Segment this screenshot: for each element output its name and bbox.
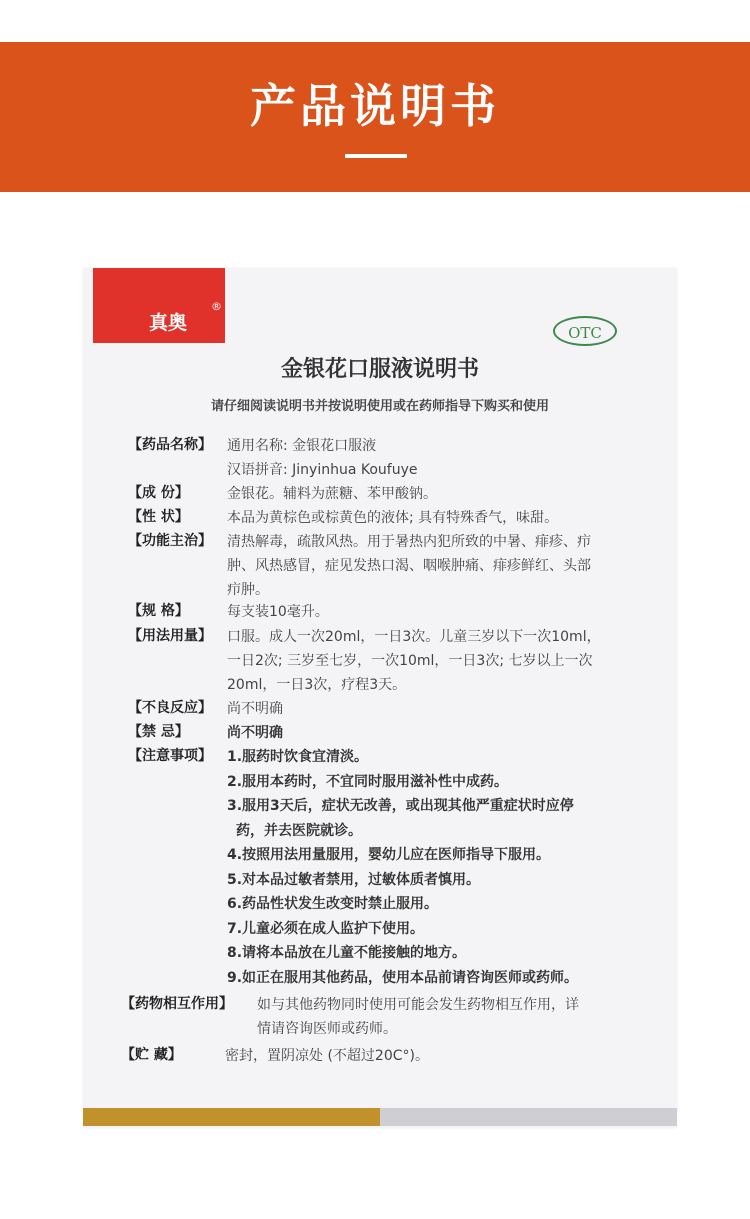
precaution-item: 9.如正在服用其他药品，使用本品前请咨询医师或药师。 xyxy=(227,969,579,986)
value-line: 情请咨询医师或药师。 xyxy=(257,1021,397,1037)
field-label: 【注意事项】 xyxy=(128,748,212,764)
precaution-item: 3.服用3天后，症状无改善，或出现其他严重症状时应停 xyxy=(227,798,574,814)
value-line: 通用名称: 金银花口服液 xyxy=(227,438,377,454)
field-label: 【规 格】 xyxy=(128,603,189,619)
field-contraindication xyxy=(128,721,648,747)
field-interaction xyxy=(121,993,661,1043)
field-value xyxy=(227,625,601,697)
brand-logo-block xyxy=(93,268,225,343)
field-storage xyxy=(121,1044,641,1070)
bottom-stripe-gold xyxy=(83,1108,380,1126)
document-subtitle: 请仔细阅读说明书并按说明使用或在药师指导下购买和使用 xyxy=(210,399,549,414)
field-value: 密封，置阴凉处 (不超过20C°)。 xyxy=(225,1048,429,1064)
field-label: 【贮 藏】 xyxy=(121,1047,182,1063)
field-precautions xyxy=(128,745,648,995)
field-label: 【性 状】 xyxy=(128,509,189,525)
field-value: 金银花。辅料为蔗糖、苯甲酸钠。 xyxy=(227,486,437,502)
precaution-list xyxy=(227,745,578,990)
brand-name: 真奥 xyxy=(149,312,188,334)
value-line: 口服。成人一次20ml，一日3次。儿童三岁以下一次10ml， xyxy=(227,629,601,645)
precaution-item: 2.服用本药时，不宜同时服用滋补性中成药。 xyxy=(227,773,509,790)
precaution-item: 8.请将本品放在儿童不能接触的地方。 xyxy=(227,945,467,961)
registered-mark: ® xyxy=(211,300,222,313)
field-value: 尚不明确 xyxy=(227,701,283,717)
instruction-sheet xyxy=(83,268,677,1128)
banner-title: 产品说明书 xyxy=(250,79,500,133)
value-line: 疖肿。 xyxy=(227,582,269,598)
field-usage xyxy=(128,625,648,699)
value-line: 汉语拼音: Jinyinhua Koufuye xyxy=(227,462,418,478)
field-label: 【功能主治】 xyxy=(128,533,212,549)
field-drug-name xyxy=(128,434,648,484)
banner-underline xyxy=(345,154,407,158)
field-label: 【药物相互作用】 xyxy=(121,996,233,1012)
field-value: 每支装10毫升。 xyxy=(227,604,329,620)
field-function xyxy=(128,530,648,604)
field-label: 【用法用量】 xyxy=(128,628,212,644)
value-line: 20ml，一日3次，疗程3天。 xyxy=(227,677,407,693)
field-value xyxy=(257,993,579,1041)
field-value xyxy=(227,530,591,602)
field-label: 【禁 忌】 xyxy=(128,724,189,740)
value-line: 如与其他药物同时使用可能会发生药物相互作用，详 xyxy=(257,997,579,1013)
field-character xyxy=(128,506,648,532)
precaution-item: 1.服药时饮食宜清淡。 xyxy=(227,749,369,765)
field-ingredients xyxy=(128,482,648,508)
field-spec xyxy=(128,600,648,626)
precaution-item: 5.对本品过敏者禁用，过敏体质者慎用。 xyxy=(227,871,481,888)
value-line: 肿、风热感冒，症见发热口渴、咽喉肿痛、痱疹鲜红、头部 xyxy=(227,558,591,574)
precaution-item: 4.按照用法用量服用，婴幼儿应在医师指导下服用。 xyxy=(227,847,551,863)
value-line: 一日2次; 三岁至七岁，一次10ml，一日3次; 七岁以上一次 xyxy=(227,653,593,669)
field-label: 【成 份】 xyxy=(128,485,189,501)
precaution-item: 6.药品性状发生改变时禁止服用。 xyxy=(227,896,439,912)
field-label: 【药品名称】 xyxy=(128,437,212,453)
precaution-item: 药，并去医院就诊。 xyxy=(236,822,362,839)
document-title: 金银花口服液说明书 xyxy=(280,357,479,382)
precaution-item: 7.儿童必须在成人监护下使用。 xyxy=(227,920,425,937)
field-label: 【不良反应】 xyxy=(128,700,212,716)
field-adverse xyxy=(128,697,648,723)
bottom-stripe-gray xyxy=(380,1108,677,1126)
value-line: 清热解毒，疏散风热。用于暑热内犯所致的中暑、痱疹、疖 xyxy=(227,534,591,550)
field-value: 尚不明确 xyxy=(227,725,283,741)
otc-badge: OTC xyxy=(553,316,617,346)
field-value: 本品为黄棕色或棕黄色的液体; 具有特殊香气，味甜。 xyxy=(227,510,559,526)
field-value xyxy=(227,434,418,482)
